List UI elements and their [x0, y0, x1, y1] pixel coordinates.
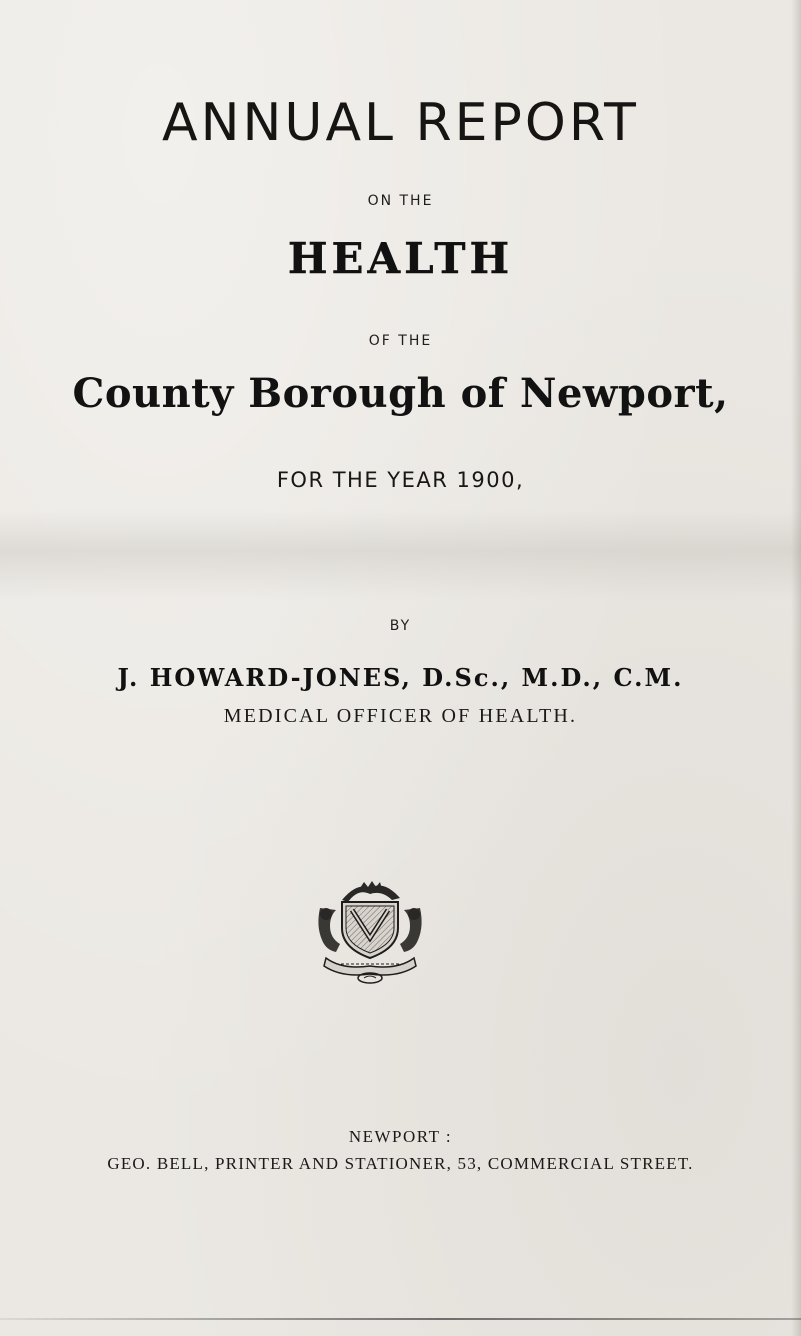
- subject-heading: HEALTH: [287, 234, 514, 283]
- place-heading: County Borough of Newport,: [72, 370, 729, 417]
- borough-crest-icon: [312, 878, 428, 984]
- author-role: MEDICAL OFFICER OF HEALTH.: [223, 705, 578, 727]
- report-title: ANNUAL REPORT: [162, 93, 639, 153]
- author-name: J. HOWARD-JONES, D.Sc., M.D., C.M.: [117, 663, 684, 692]
- of-the-text: OF THE: [368, 333, 433, 349]
- imprint-place: NEWPORT :: [348, 1127, 453, 1146]
- by-text: BY: [389, 618, 412, 634]
- paper-smudge: [0, 510, 801, 600]
- year-line: FOR THE YEAR 1900,: [276, 468, 525, 492]
- page-bottom-rule: [0, 1318, 801, 1320]
- imprint-printer: GEO. BELL, PRINTER AND STATIONER, 53, COMMERCIAL STREET.: [107, 1154, 694, 1173]
- on-the-text: ON THE: [367, 193, 434, 209]
